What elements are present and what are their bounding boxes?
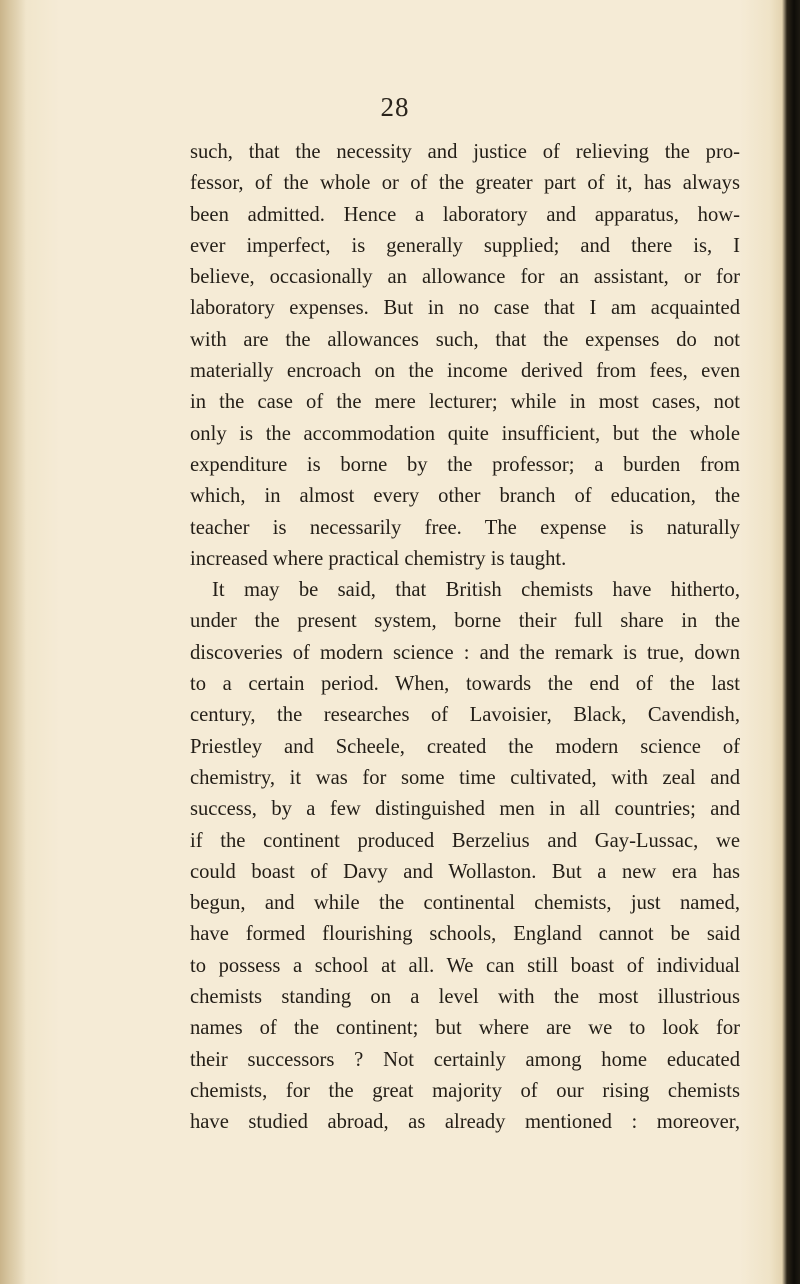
text-line: names of the continent; but where are we to look for <box>190 1017 740 1040</box>
text-line: success, by a few distinguished men in all countries; and <box>190 798 740 821</box>
text-line: increased where practical chemistry is taught. <box>190 547 567 570</box>
text-line: chemists, for the great majority of our rising chemists <box>190 1079 740 1102</box>
text-line: begun, and while the continental chemists, just named, <box>190 892 740 915</box>
text-line: to possess a school at all. We can still boast of individual <box>190 954 740 977</box>
text-line: materially encroach on the income derived from fees, even <box>190 360 740 383</box>
text-line: have studied abroad, as already mentioned : moreover, <box>190 1111 740 1134</box>
page-number: 28 <box>380 92 410 122</box>
text-line: only is the accommodation quite insufficient, but the whole <box>190 422 740 445</box>
text-line: if the continent produced Berzelius and Gay-Lussac, we <box>190 829 740 852</box>
text-line: to a certain period. When, towards the end of the last <box>190 673 740 696</box>
text-line: expenditure is borne by the professor; a burden from <box>190 453 740 476</box>
text-line: chemists standing on a level with the most illustrious <box>190 986 740 1009</box>
text-line: believe, occasionally an allowance for an assistant, or for <box>190 266 740 289</box>
text-line: with are the allowances such, that the expenses do not <box>190 328 740 351</box>
text-line: have formed flourishing schools, England cannot be said <box>190 923 740 946</box>
text-line: chemistry, it was for some time cultivated, with zeal and <box>190 766 740 789</box>
text-line: It may be said, that British chemists have hitherto, <box>212 579 740 602</box>
text-line: under the present system, borne their full share in the <box>190 610 740 633</box>
text-line: could boast of Davy and Wollaston. But a new era has <box>190 860 740 883</box>
text-line: such, that the necessity and justice of relieving the pro- <box>190 141 740 163</box>
text-line: their successors ? Not certainly among home educated <box>190 1048 740 1071</box>
text-line: fessor, of the whole or of the greater part of it, has always <box>190 172 740 195</box>
text-line: laboratory expenses. But in no case that I am acquainted <box>190 297 740 320</box>
text-line: been admitted. Hence a laboratory and apparatus, how- <box>190 203 740 226</box>
text-line: century, the researches of Lavoisier, Black, Cavendish, <box>190 704 740 727</box>
text-line: teacher is necessarily free. The expense is naturally <box>190 516 740 539</box>
page-edge <box>782 0 800 1284</box>
page-gutter <box>0 0 26 1284</box>
text-line: ever imperfect, is generally supplied; and there is, I <box>190 234 740 257</box>
text-line: Priestley and Scheele, created the modern science of <box>190 735 740 758</box>
text-line: which, in almost every other branch of education, the <box>190 485 740 508</box>
body-text <box>190 137 740 1139</box>
text-line: in the case of the mere lecturer; while in most cases, not <box>190 391 740 414</box>
text-line: discoveries of modern science : and the remark is true, down <box>190 641 740 664</box>
